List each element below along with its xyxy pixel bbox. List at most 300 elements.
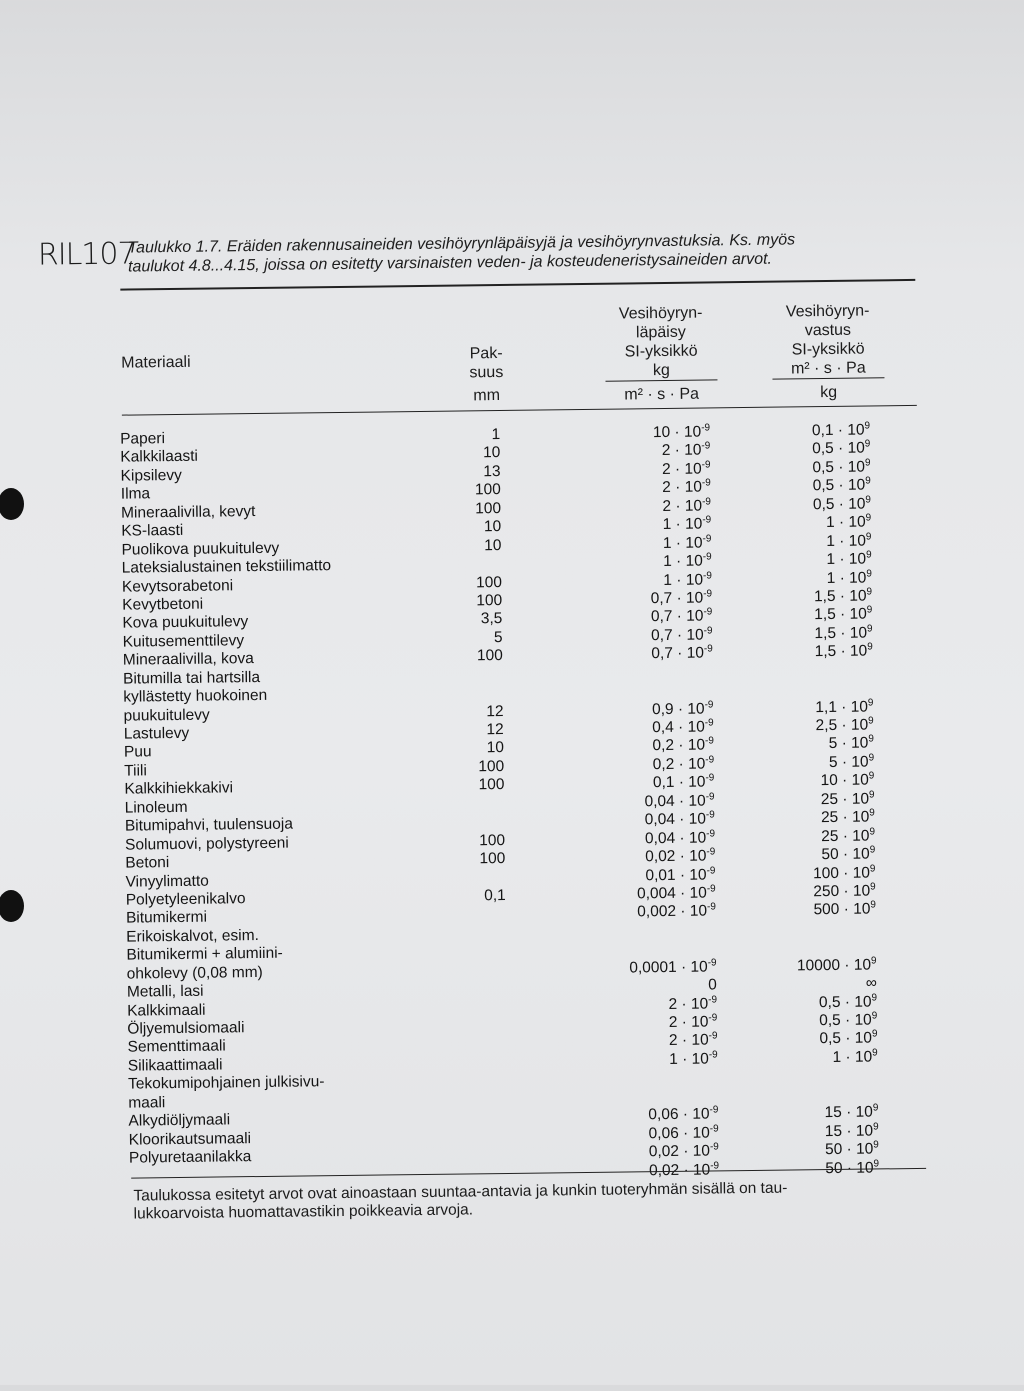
permeability-cell-exponent: -9: [702, 459, 711, 470]
permeability-cell: [591, 479, 711, 498]
resistance-cell-value: 10000 · 10: [797, 956, 871, 974]
permeability-cell-exponent: -9: [706, 828, 715, 839]
resistance-cell: [778, 1104, 878, 1123]
resistance-cell-value: 2,5 · 10: [815, 717, 868, 735]
material-cell: [123, 706, 209, 725]
permeability-cell-exponent: -9: [710, 1123, 719, 1134]
material-cell: [124, 762, 147, 780]
resistance-cell: [773, 643, 873, 662]
resistance-cell-value: 25 · 10: [821, 790, 869, 808]
material-cell: [125, 799, 188, 818]
permeability-cell-value: 0,01 · 10: [645, 866, 706, 884]
material-cell-value: Ilma: [121, 486, 151, 503]
material-cell-value: Kalkkihiekkakivi: [124, 780, 233, 798]
resistance-cell-exponent: 9: [865, 476, 871, 487]
resistance-cell-value: 250 · 10: [813, 882, 870, 900]
thickness-cell: [452, 592, 502, 611]
permeability-cell-exponent: -9: [708, 994, 717, 1005]
thickness-cell: [451, 481, 501, 500]
material-cell: [128, 1056, 223, 1075]
thickness-cell: [453, 647, 503, 666]
material-cell-value: Lastulevy: [124, 725, 190, 743]
resistance-cell: [770, 458, 870, 477]
material-cell-value: Metalli, lasi: [127, 983, 204, 1001]
thickness-cell: [457, 1034, 507, 1035]
thickness-cell: [458, 1053, 508, 1054]
resistance-cell-exponent: 9: [867, 623, 873, 634]
permeability-cell: [591, 497, 711, 516]
material-cell: [123, 632, 245, 651]
resistance-cell-value: 1,1 · 10: [815, 698, 868, 716]
top-rule: [120, 279, 915, 291]
permeability-cell-value: 0,4 · 10: [652, 719, 705, 737]
permeability-cell-exponent: -9: [702, 496, 711, 507]
thickness-cell-value: 0,1: [484, 887, 506, 904]
material-cell-value: Sementtimaali: [127, 1038, 225, 1056]
header-thickness-unit: mm: [457, 386, 517, 406]
resistance-cell: [772, 551, 872, 570]
permeability-cell: [590, 460, 710, 479]
thickness-cell: [450, 444, 500, 463]
resistance-cell-exponent: 9: [867, 642, 873, 653]
permeability-cell-exponent: -9: [705, 736, 714, 747]
thickness-cell: [453, 666, 503, 667]
resistance-cell-value: 100 · 10: [813, 864, 870, 882]
resistance-cell-value: 0,5 · 10: [819, 993, 872, 1011]
material-cell: [127, 1019, 244, 1038]
permeability-cell-exponent: -9: [703, 607, 712, 618]
material-cell: [126, 927, 259, 947]
permeability-cell: [590, 423, 710, 442]
permeability-cell-exponent: -9: [710, 1141, 719, 1152]
permeability-cell-value: 0,7 · 10: [651, 626, 704, 644]
permeability-cell-exponent: -9: [705, 754, 714, 765]
permeability-cell: [597, 977, 717, 996]
thickness-cell: [454, 739, 504, 758]
material-cell: [121, 486, 151, 504]
permeability-cell-value: 0,06 · 10: [648, 1124, 709, 1142]
material-cell: [128, 1074, 325, 1094]
material-cell-value: puukuitulevy: [123, 706, 209, 724]
resistance-cell-value: 0,5 · 10: [812, 458, 865, 476]
header-permeability: [591, 303, 732, 405]
resistance-cell-exponent: 9: [873, 1158, 879, 1169]
resistance-cell: [773, 698, 873, 717]
material-cell: [128, 1112, 230, 1131]
resistance-cell-value: 15 · 10: [825, 1122, 873, 1140]
resistance-cell-exponent: 9: [870, 881, 876, 892]
thickness-cell-value: 10: [484, 518, 501, 535]
permeability-cell: [592, 589, 712, 608]
thickness-cell: [454, 721, 504, 740]
material-cell: [125, 854, 169, 873]
thickness-cell: [456, 905, 506, 906]
header-perm-unit-numerator: kg: [605, 360, 717, 381]
permeability-cell-value: 0,2 · 10: [653, 755, 706, 773]
thickness-cell-value: 100: [478, 758, 504, 775]
permeability-cell: [592, 608, 712, 627]
material-cell-value: Kloorikautsumaali: [129, 1130, 252, 1148]
resistance-cell: [771, 495, 871, 514]
thickness-cell-value: 100: [479, 850, 505, 867]
thickness-cell: [459, 1145, 509, 1146]
resistance-cell: [776, 882, 876, 901]
thickness-cell: [454, 758, 504, 777]
permeability-cell: [592, 626, 712, 645]
thickness-cell: [457, 961, 507, 962]
permeability-cell: [595, 847, 715, 866]
material-cell-value: Kalkkimaali: [127, 1001, 206, 1019]
material-cell: [125, 872, 208, 891]
thickness-cell-value: 12: [486, 703, 503, 720]
material-cell: [126, 909, 207, 928]
permeability-cell-value: 2 · 10: [669, 1014, 709, 1031]
permeability-cell-value: 1 · 10: [663, 571, 703, 588]
thickness-cell: [453, 684, 503, 685]
material-cell: [127, 1038, 225, 1057]
permeability-cell-value: 2 · 10: [662, 442, 702, 459]
resistance-cell: [779, 1141, 879, 1160]
material-cell: [121, 522, 183, 541]
material-cell-value: Öljyemulsiomaali: [127, 1019, 244, 1037]
material-cell: [125, 834, 289, 854]
permeability-cell-exponent: -9: [706, 846, 715, 857]
permeability-cell-value: 1 · 10: [663, 534, 703, 551]
permeability-cell-exponent: -9: [707, 902, 716, 913]
permeability-cell: [591, 516, 711, 535]
resistance-cell: [770, 440, 870, 459]
material-cell-value: Kevytsorabetoni: [122, 577, 233, 595]
header-material: Materiaali: [121, 353, 191, 373]
permeability-cell: [595, 792, 715, 811]
thickness-cell-value: 3,5: [481, 610, 503, 627]
resistance-cell-exponent: 9: [871, 955, 877, 966]
resistance-cell: [771, 477, 871, 496]
resistance-cell-exponent: 9: [869, 826, 875, 837]
resistance-cell-value: 1 · 10: [827, 569, 867, 586]
thickness-cell-value: 10: [484, 537, 501, 554]
material-cell-value: Vinyylimatto: [125, 872, 208, 890]
header-res-line2: vastus: [758, 320, 898, 341]
thickness-cell: [453, 629, 503, 648]
resistance-cell: [774, 716, 874, 735]
permeability-cell-exponent: -9: [705, 773, 714, 784]
footnote-line-2: lukkoarvoista huomattavastikin poikkeavia arvoja.: [134, 1196, 924, 1224]
resistance-cell-value: 50 · 10: [825, 1141, 873, 1159]
material-cell-value: Tiili: [124, 762, 147, 779]
resistance-cell-exponent: 9: [866, 586, 872, 597]
resistance-cell: [777, 956, 877, 975]
resistance-cell-value: 1,5 · 10: [815, 643, 868, 661]
permeability-cell-value: 2 · 10: [668, 995, 708, 1012]
handwritten-note: RIL107: [38, 236, 136, 272]
resistance-cell-value: 1 · 10: [826, 551, 866, 568]
material-cell-value: kyllästetty huokoinen: [123, 687, 267, 706]
resistance-cell-value: 0,5 · 10: [819, 1030, 872, 1048]
resistance-cell: [775, 846, 875, 865]
resistance-cell-value: 50 · 10: [825, 1159, 873, 1177]
permeability-cell: [591, 534, 711, 553]
resistance-cell-exponent: 9: [866, 568, 872, 579]
resistance-cell: [778, 1067, 878, 1068]
material-cell: [123, 669, 260, 689]
material-cell: [121, 467, 182, 486]
permeability-cell-exponent: -9: [702, 478, 711, 489]
material-cell: [122, 557, 332, 578]
thickness-cell-value: 100: [475, 481, 501, 498]
thickness-cell-value: 100: [476, 574, 502, 591]
resistance-cell-exponent: 9: [870, 900, 876, 911]
resistance-cell-value: 25 · 10: [821, 809, 869, 827]
thickness-cell: [451, 537, 501, 556]
header-res-unit-numerator: m² · s · Pa: [772, 358, 884, 379]
material-cell: [120, 430, 165, 449]
thickness-cell-value: 10: [483, 444, 500, 461]
permeability-cell-value: 2 · 10: [662, 479, 702, 496]
thickness-cell: [451, 518, 501, 537]
thickness-cell: [457, 998, 507, 999]
header-res-line1: Vesihöyryn-: [758, 301, 898, 322]
permeability-cell: [594, 755, 714, 774]
material-cell-value: Puu: [124, 744, 152, 761]
header-thickness-line2: suus: [456, 363, 516, 383]
permeability-cell-value: 2 · 10: [662, 460, 702, 477]
resistance-cell-exponent: 9: [865, 439, 871, 450]
material-cell-value: Kevytbetoni: [122, 596, 203, 614]
material-cell-value: Mineraalivilla, kova: [123, 650, 254, 669]
thickness-cell: [458, 1108, 508, 1109]
permeability-cell-value: 1 · 10: [669, 1050, 709, 1067]
material-cell-value: KS-laasti: [121, 522, 183, 540]
header-perm-unit-denominator: m² · s · Pa: [592, 384, 732, 405]
resistance-cell: [776, 938, 876, 939]
thickness-cell-value: 10: [487, 739, 504, 756]
resistance-cell-exponent: 9: [866, 550, 872, 561]
material-cell: [121, 503, 256, 523]
resistance-cell: [779, 1122, 879, 1141]
thickness-cell: [450, 426, 500, 445]
material-cell-value: Kova puukuitulevy: [122, 613, 248, 632]
thickness-cell: [451, 500, 501, 519]
material-cell-value: Polyetyleenikalvo: [126, 890, 246, 908]
resistance-cell-exponent: 9: [873, 1140, 879, 1151]
resistance-cell-exponent: 9: [872, 1047, 878, 1058]
material-cell: [122, 613, 248, 633]
permeability-cell-exponent: -9: [707, 883, 716, 894]
resistance-cell-exponent: 9: [872, 1029, 878, 1040]
permeability-cell: [593, 700, 713, 719]
resistance-cell: [773, 661, 873, 662]
caption-line-1: Taulukko 1.7. Eräiden rakennusaineiden vesihöyrynläpäisyjä ja vesihöyrynvastuksia. Ks. myös: [128, 229, 928, 258]
thickness-cell-value: 13: [483, 463, 500, 480]
permeability-cell-exponent: -9: [704, 644, 713, 655]
resistance-cell-exponent: 9: [868, 752, 874, 763]
resistance-cell-exponent: 9: [868, 715, 874, 726]
permeability-cell-value: 0,0001 · 10: [629, 958, 708, 976]
permeability-cell: [595, 866, 715, 885]
resistance-cell-value: 1 · 10: [832, 1048, 872, 1065]
thickness-cell: [452, 555, 502, 556]
thickness-cell: [455, 850, 505, 869]
caption-line-2: taulukot 4.8...4.15, joissa on esitetty varsinaisten veden- ja kosteudeneristysaineiden arvot.: [128, 248, 928, 277]
thickness-cell: [456, 887, 506, 906]
resistance-cell-value: 1,5 · 10: [814, 587, 867, 605]
permeability-cell-value: 0,004 · 10: [637, 884, 707, 902]
resistance-cell-value: 0,5 · 10: [813, 477, 866, 495]
resistance-cell-value: ∞: [866, 975, 877, 992]
thickness-cell: [454, 776, 504, 795]
permeability-cell-value: 0,7 · 10: [651, 608, 704, 626]
header-perm-line3: SI-yksikkö: [591, 341, 731, 362]
permeability-cell-exponent: -9: [704, 625, 713, 636]
permeability-cell-value: 0,2 · 10: [652, 737, 705, 755]
thickness-cell: [456, 924, 506, 925]
thickness-cell: [457, 1016, 507, 1017]
permeability-cell: [597, 1032, 717, 1051]
permeability-cell-value: 2 · 10: [669, 1032, 709, 1049]
header-rule: [122, 405, 917, 416]
resistance-cell-value: 1 · 10: [826, 532, 866, 549]
permeability-cell: [593, 645, 713, 664]
material-cell: [123, 650, 254, 670]
material-cell-value: Mineraalivilla, kevyt: [121, 503, 256, 522]
permeability-cell: [592, 571, 712, 590]
material-cell-value: Kuitusementtilevy: [123, 632, 245, 650]
resistance-cell: [777, 1030, 877, 1049]
thickness-cell: [459, 1163, 509, 1164]
thickness-cell-value: 12: [486, 721, 503, 738]
permeability-cell-exponent: -9: [701, 441, 710, 452]
permeability-cell-value: 0,04 · 10: [645, 829, 706, 847]
resistance-cell-value: 500 · 10: [813, 901, 870, 919]
resistance-cell-value: 15 · 10: [825, 1104, 873, 1122]
resistance-cell-exponent: 9: [865, 457, 871, 468]
permeability-cell-value: 0,04 · 10: [645, 811, 706, 829]
thickness-cell: [453, 703, 503, 722]
material-cell: [128, 1094, 165, 1112]
permeability-cell-exponent: -9: [708, 957, 717, 968]
resistance-cell: [772, 606, 872, 625]
permeability-cell: [598, 1050, 718, 1069]
thickness-cell: [452, 610, 502, 629]
material-cell: [125, 816, 293, 836]
resistance-cell: [777, 1011, 877, 1030]
material-cell: [123, 687, 267, 707]
resistance-cell: [776, 919, 876, 920]
resistance-cell: [773, 680, 873, 681]
thickness-cell: [455, 813, 505, 814]
resistance-cell: [775, 790, 875, 809]
material-cell-value: maali: [128, 1094, 165, 1111]
resistance-cell: [771, 514, 871, 533]
resistance-cell-value: 5 · 10: [829, 753, 869, 770]
resistance-cell: [772, 624, 872, 643]
permeability-cell-value: 2 · 10: [662, 497, 702, 514]
resistance-cell-value: 25 · 10: [821, 827, 869, 845]
thickness-cell: [458, 1071, 508, 1072]
material-cell: [124, 744, 152, 762]
material-cell: [126, 945, 283, 965]
permeability-cell-exponent: -9: [703, 570, 712, 581]
material-cell-value: Lateksialustainen tekstiilimatto: [122, 557, 332, 577]
header-res-line3: SI-yksikkö: [758, 339, 898, 360]
material-cell: [127, 1001, 206, 1020]
resistance-cell-value: 0,5 · 10: [812, 440, 865, 458]
permeability-cell-exponent: -9: [709, 1105, 718, 1116]
material-cell-value: Erikoiskalvot, esim.: [126, 927, 259, 946]
permeability-cell-value: 0,1 · 10: [653, 774, 706, 792]
resistance-cell-exponent: 9: [869, 789, 875, 800]
resistance-cell-exponent: 9: [866, 531, 872, 542]
resistance-cell: [775, 864, 875, 883]
permeability-cell-value: 0,02 · 10: [649, 1143, 710, 1161]
resistance-cell-value: 0,5 · 10: [813, 495, 866, 513]
resistance-cell: [774, 772, 874, 791]
material-cell: [129, 1148, 252, 1167]
material-cell-value: Kipsilevy: [121, 467, 182, 485]
material-cell: [120, 448, 198, 467]
resistance-cell-exponent: 9: [873, 1103, 879, 1114]
resistance-cell: [777, 993, 877, 1012]
permeability-cell-exponent: -9: [704, 699, 713, 710]
material-cell: [127, 983, 204, 1002]
resistance-cell: [778, 1048, 878, 1067]
header-thickness-line1: Pak-: [456, 344, 516, 364]
permeability-cell: [597, 995, 717, 1014]
resistance-cell-value: 1,5 · 10: [814, 624, 867, 642]
resistance-cell-exponent: 9: [869, 771, 875, 782]
resistance-cell-exponent: 9: [869, 808, 875, 819]
footnote-line-1: Taulukossa esitetyt arvot ovat ainoastaan suuntaa-antavia ja kunkin tuoteryhmän sisällä on tau-: [133, 1178, 923, 1206]
header-perm-line2: läpäisy: [591, 322, 731, 343]
resistance-cell-value: 50 · 10: [821, 846, 869, 864]
permeability-cell-value: 1 · 10: [663, 516, 703, 533]
resistance-cell: [777, 975, 877, 994]
resistance-cell-value: 10 · 10: [820, 772, 868, 790]
material-cell-value: Paperi: [120, 430, 165, 448]
resistance-cell-exponent: 9: [864, 420, 870, 431]
thickness-cell: [455, 868, 505, 869]
permeability-cell: [595, 811, 715, 830]
permeability-cell: [599, 1142, 719, 1161]
material-cell-value: Solumuovi, polystyreeni: [125, 834, 289, 853]
material-cell: [127, 964, 263, 984]
permeability-cell: [599, 1124, 719, 1143]
resistance-cell-exponent: 9: [866, 513, 872, 524]
thickness-cell-value: 5: [494, 629, 503, 646]
resistance-cell-value: 1,5 · 10: [814, 606, 867, 624]
header-resistance: [758, 301, 899, 403]
permeability-cell-value: 0,002 · 10: [637, 903, 707, 921]
permeability-cell-value: 0: [708, 977, 717, 994]
thickness-cell: [458, 1090, 508, 1091]
material-cell-value: Bitumilla tai hartsilla: [123, 669, 260, 688]
permeability-cell-exponent: -9: [709, 1031, 718, 1042]
permeability-cell-value: 0,7 · 10: [651, 645, 704, 663]
resistance-cell-value: 5 · 10: [829, 735, 869, 752]
thickness-cell: [455, 795, 505, 796]
material-cell: [122, 596, 203, 615]
permeability-cell-value: 1 · 10: [663, 553, 703, 570]
header-thickness: [456, 344, 517, 406]
resistance-cell: [772, 587, 872, 606]
permeability-cell: [594, 774, 714, 793]
thickness-cell-value: 100: [477, 647, 503, 664]
permeability-cell-exponent: -9: [708, 1012, 717, 1023]
thickness-cell: [456, 942, 506, 943]
thickness-cell: [450, 463, 500, 482]
permeability-cell: [596, 884, 716, 903]
